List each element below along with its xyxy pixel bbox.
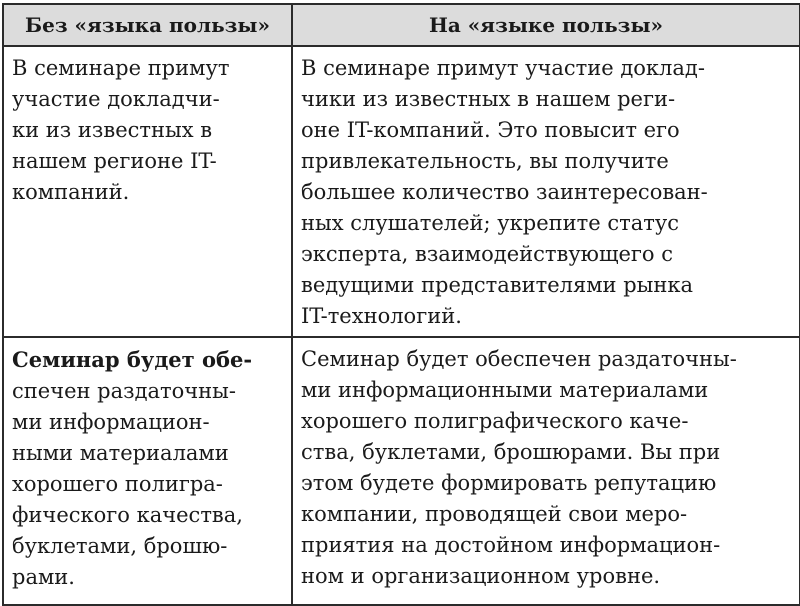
- cell-with-handouts: Семинар будет обеспечен раздаточны- ми информационными материалами хорошего полиграфического каче- ства, буклетами, брошюрами. Вы при этом будете формировать репутацию компании, проводящей свои меро- приятия на достойном информацион- ном и организационном уровне.: [292, 337, 800, 605]
- table-row: [3, 337, 800, 605]
- cell-with-speakers: В семинаре примут участие доклад- чики из известных в нашем реги- оне IT-компаний. Это повысит его привлекательность, вы получите большее количество заинтересован- ных слушателей; укрепите статус эксперта, взаимодействующего с ведущими представителями рынка IT-технологий.: [292, 46, 800, 337]
- cell-without-handouts: [3, 337, 292, 605]
- table-row: [3, 46, 800, 337]
- header-without-benefit-language: Без «языка пользы»: [3, 4, 292, 46]
- cell-rest-text: спечен раздаточны- ми информацион- ными материалами хорошего полигра- фического качества, буклетами, брошю- рами.: [12, 379, 243, 589]
- cell-lead-text: Семинар будет обе-: [12, 347, 253, 372]
- cell-without-speakers: В семинаре примут участие докладчи- ки из известных в нашем регионе IT- компаний.: [3, 46, 292, 337]
- comparison-table: [2, 3, 800, 606]
- table-header-row: [3, 4, 800, 46]
- header-with-benefit-language: На «языке пользы»: [292, 4, 800, 46]
